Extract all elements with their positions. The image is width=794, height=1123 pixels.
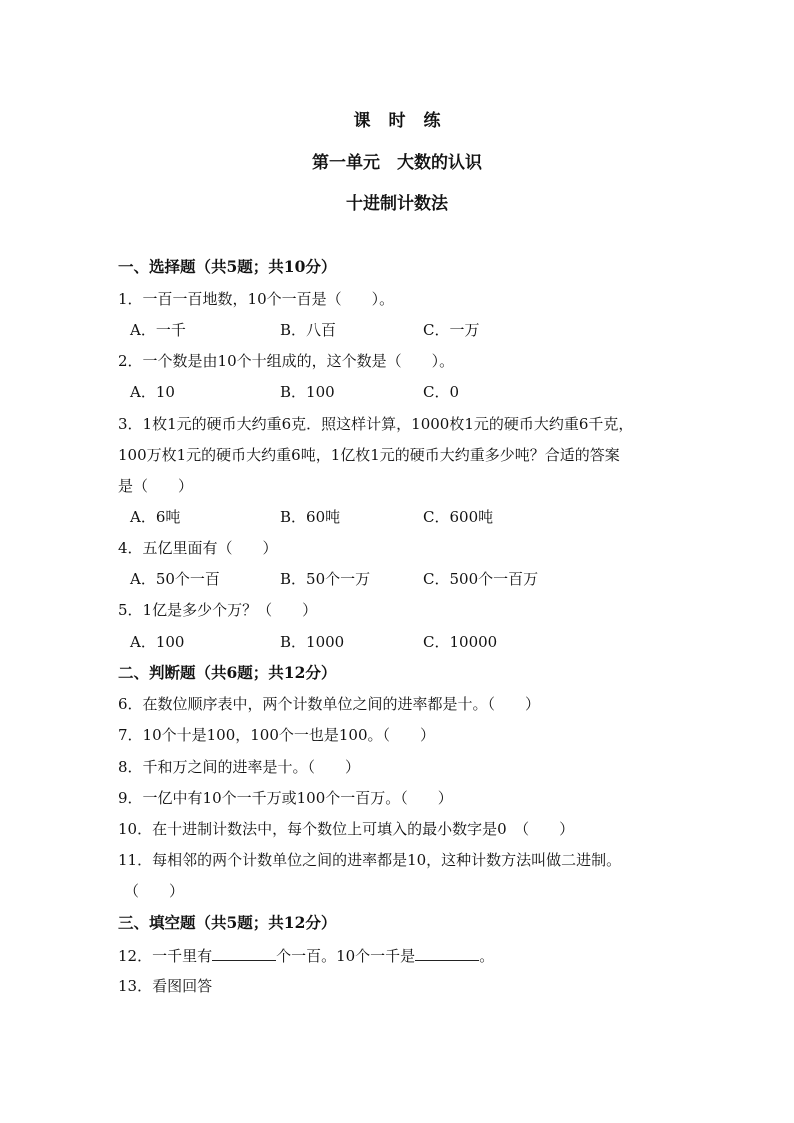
section-heading: 三、填空题（共5题；共12分） [118,913,337,932]
section-heading: 二、判断题（共6题；共12分） [118,663,337,682]
question-12 [118,945,494,966]
option-c: C．500个一百万 [423,570,539,588]
question-3-line3: 是（ ） [118,477,194,495]
question-12-text: 个一百。10个一千是 [276,947,416,965]
option-c: C．0 [423,383,460,401]
question-11-line1: 11．每相邻的两个计数单位之间的进率都是10，这种计数方法叫做二进制。 [118,851,622,869]
option-b: B．100 [280,383,335,401]
question-10: 10．在十进制计数法中，每个数位上可填入的最小数字是0 （ ） [118,820,575,838]
option-c: C．600吨 [423,508,494,526]
question-8: 8．千和万之间的进率是十。（ ） [118,758,361,776]
question-7: 7．10个十是100，100个一也是100。（ ） [118,726,436,744]
option-a: A．6吨 [130,508,181,526]
section-heading: 一、选择题（共5题；共10分） [118,257,337,276]
option-a: A．50个一百 [130,570,220,588]
option-a: A．100 [130,633,185,651]
title-char: 时 [388,111,406,131]
lesson-title: 十进制计数法 [346,194,448,214]
option-a: A．一千 [130,321,186,339]
question-1: 1．一百一百地数，10个一百是（ ）。 [118,290,395,308]
unit-title: 第一单元 大数的认识 [312,153,482,173]
option-c: C．一万 [423,321,480,339]
option-b: B．50个一万 [280,570,371,588]
answer-blank[interactable] [212,945,276,961]
question-3-line1: 3．1枚1元的硬币大约重6克．照这样计算，1000枚1元的硬币大约重6千克， [118,415,634,433]
option-a: A．10 [130,383,175,401]
question-12-text: 。 [479,947,495,965]
question-3-line2: 100万枚1元的硬币大约重6吨，1亿枚1元的硬币大约重多少吨？合适的答案 [118,446,620,464]
answer-blank[interactable] [415,945,479,961]
option-b: B．60吨 [280,508,341,526]
title-char: 课 [353,111,371,131]
question-5: 5．1亿是多少个万？（ ） [118,601,318,619]
question-11-line2: （ ） [124,882,185,900]
option-c: C．10000 [423,633,498,651]
option-b: B．1000 [280,633,345,651]
doc-title [0,106,794,131]
question-12-text: 12．一千里有 [118,947,213,965]
option-b: B．八百 [280,321,337,339]
question-2: 2．一个数是由10个十组成的，这个数是（ ）。 [118,352,455,370]
question-4: 4．五亿里面有（ ） [118,539,278,557]
question-6: 6．在数位顺序表中，两个计数单位之间的进率都是十。（ ） [118,695,541,713]
question-13: 13．看图回答 [118,977,213,995]
question-9: 9．一亿中有10个一千万或100个一百万。（ ） [118,789,453,807]
title-char: 练 [423,111,441,131]
